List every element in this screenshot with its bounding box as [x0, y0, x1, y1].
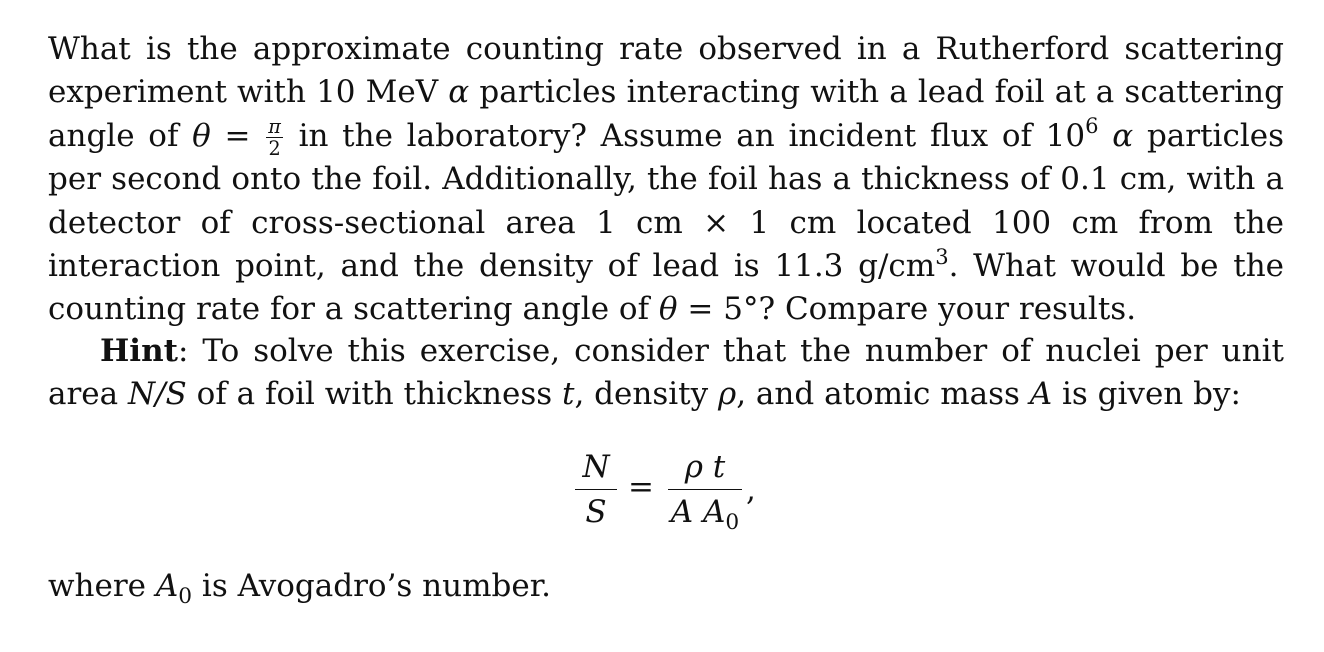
lhs-fraction — [575, 448, 617, 531]
avogadro-subscript: 0 — [725, 510, 740, 536]
hint-text: , density — [574, 376, 718, 413]
rhs-fraction — [668, 448, 742, 536]
avogadro-subscript: 0 — [178, 584, 193, 610]
equation-equals: = — [628, 469, 654, 505]
hint-text: , and atomic mass — [736, 376, 1030, 413]
flux-exponent: 6 — [1085, 113, 1099, 139]
pi-over-two-fraction — [266, 114, 283, 160]
density-symbol: ρ — [717, 376, 737, 413]
fraction-bar — [575, 489, 617, 490]
n-over-s-symbol: N/S — [127, 376, 187, 413]
hint-text: of a foil with thickness — [186, 376, 562, 413]
hint-text: : To solve this exercise, consider that the number of nuclei per unit area — [48, 333, 1284, 413]
rhs-denominator — [668, 493, 742, 536]
theta-symbol: θ — [192, 117, 211, 154]
problem-text: particles per second onto the foil. Additionally, the foil has a thickness of 0.1 cm, with a detector of cross-sectional area 1 cm × 1 cm located 100 cm from the interaction point, and the density of lead is 11.3 g/cm — [48, 117, 1285, 285]
footer-text: is Avogadro’s number. — [192, 568, 551, 604]
fraction-numerator: π — [268, 114, 281, 138]
rhs-numerator: ρ t — [684, 449, 726, 485]
alpha-symbol: α — [448, 74, 470, 111]
problem-text: particles interacting with a lead foil at a scattering angle of — [48, 74, 1284, 154]
lhs-numerator: N — [582, 449, 610, 485]
problem-text: in the laboratory? Assume an incident flux of 10 — [284, 117, 1086, 154]
rhs-denominator-text: A A — [670, 494, 726, 530]
thickness-symbol: t — [562, 376, 575, 413]
fraction-denominator: 2 — [268, 136, 281, 160]
footer-paragraph — [48, 565, 1284, 608]
equals-sign: = — [210, 117, 265, 154]
problem-text: = 5°? Compare your results. — [677, 291, 1137, 328]
problem-paragraph — [48, 28, 1284, 332]
lhs-denominator: S — [585, 494, 607, 530]
hint-text: is given by: — [1052, 376, 1241, 413]
hint-paragraph — [48, 330, 1284, 417]
avogadro-symbol: A — [155, 568, 179, 604]
alpha-symbol: α — [1112, 117, 1134, 154]
equation-comma: , — [746, 472, 756, 508]
fraction-bar — [668, 489, 742, 490]
hint-label: Hint — [100, 333, 178, 369]
density-exponent: 3 — [935, 243, 949, 269]
problem-text: What is the approximate counting rate observed in a Rutherford scattering experiment with 10 MeV — [48, 31, 1284, 111]
problem-text: . What would be the counting rate for a scattering angle of — [48, 248, 1285, 328]
theta-symbol: θ — [658, 291, 678, 328]
mass-symbol: A — [1029, 376, 1053, 413]
footer-text: where — [48, 568, 156, 604]
